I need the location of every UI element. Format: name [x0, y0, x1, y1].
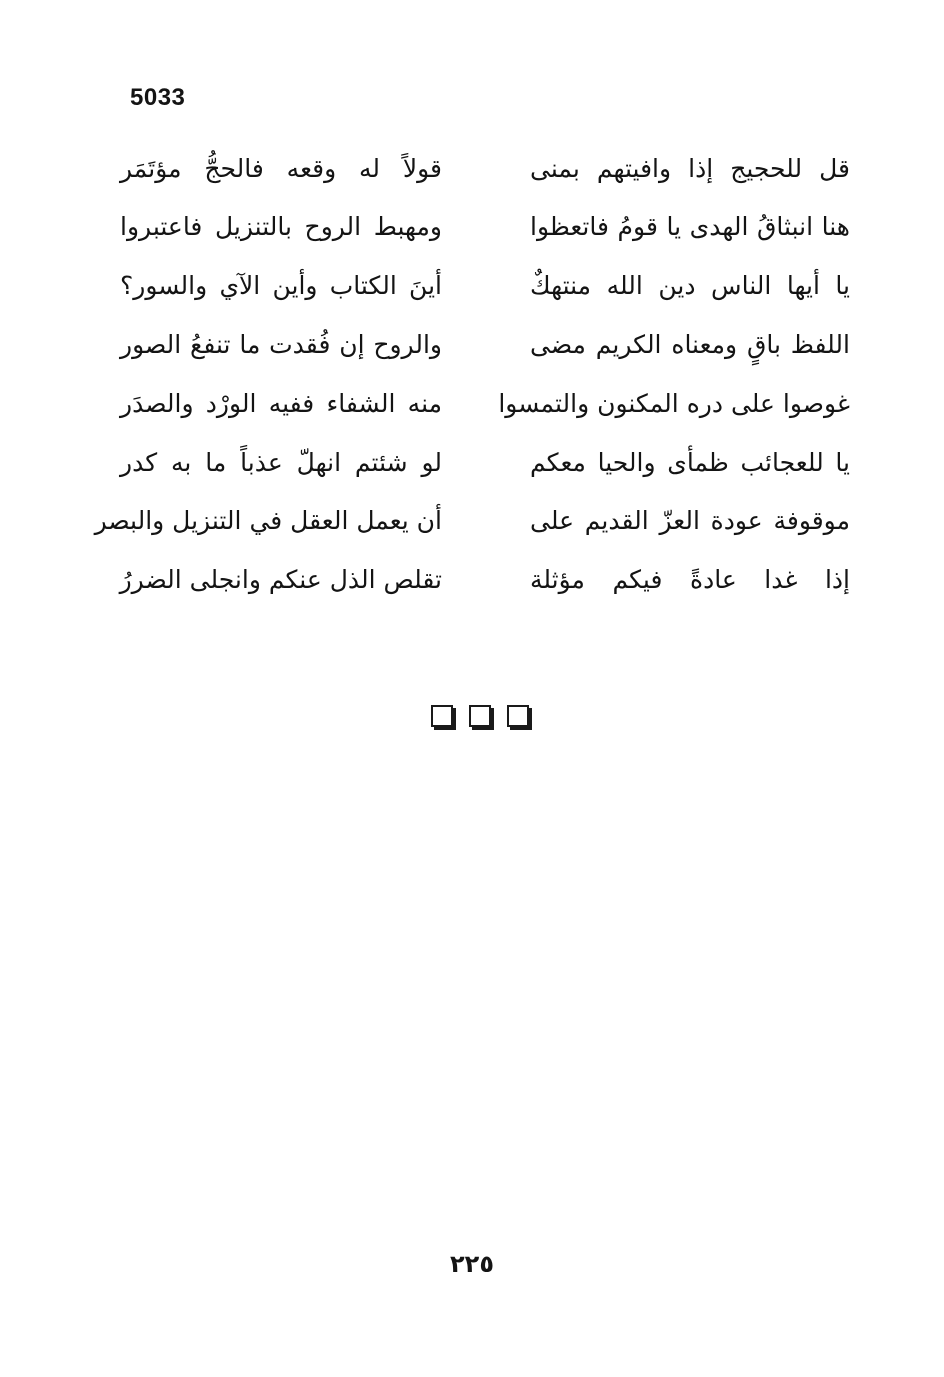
- verse: [94, 492, 850, 550]
- verse: [120, 140, 850, 198]
- verse-second-hemistich: أينَ الكتاب وأين الآي والسور؟: [120, 271, 442, 300]
- verse: [120, 375, 850, 433]
- verse-first-hemistich: غوصوا على دره المكنون والتمسوا: [498, 389, 850, 418]
- catalog-number: 5033: [130, 84, 186, 111]
- verse: [120, 434, 850, 492]
- verse-first-hemistich: قل للحجيج إذا وافيتهم بمنى: [530, 154, 850, 183]
- verse-first-hemistich: يا أيها الناس دين الله منتهكٌ: [530, 271, 850, 300]
- verse-second-hemistich: والروح إن فُقدت ما تنفعُ الصور: [120, 330, 442, 359]
- verse-second-hemistich: منه الشفاء ففيه الورْد والصدَر: [120, 389, 442, 418]
- section-separator: [428, 702, 532, 730]
- verse-second-hemistich: لو شئتم انهلّ عذباً ما به كدر: [120, 448, 442, 477]
- square-ornament-icon: [431, 705, 453, 727]
- poem: [94, 140, 850, 620]
- page-number: ٢٢٥: [450, 1250, 494, 1278]
- verse-second-hemistich: أن يعمل العقل في التنزيل والبصر: [94, 506, 442, 535]
- verse-second-hemistich: ومهبط الروح بالتنزيل فاعتبروا: [120, 212, 442, 241]
- verse-first-hemistich: يا للعجائب ظمأى والحيا معكم: [530, 448, 850, 477]
- verse: [120, 551, 850, 609]
- verse: [120, 198, 850, 256]
- verse-second-hemistich: قولاً له وقعه فالحجُّ مؤتَمَر: [120, 154, 442, 183]
- verse-first-hemistich: موقوفة عودة العزّ القديم على: [530, 506, 850, 535]
- verse: [120, 316, 850, 374]
- verse: [120, 257, 850, 315]
- verse-first-hemistich: اللفظ باقٍ ومعناه الكريم مضى: [530, 330, 850, 359]
- verse-second-hemistich: تقلص الذل عنكم وانجلى الضررُ: [119, 565, 442, 594]
- square-ornament-icon: [507, 705, 529, 727]
- verse-first-hemistich: هنا انبثاقُ الهدى يا قومُ فاتعظوا: [530, 212, 850, 241]
- verse-first-hemistich: إذا غدا عادةً فيكم مؤثلة: [530, 565, 850, 594]
- square-ornament-icon: [469, 705, 491, 727]
